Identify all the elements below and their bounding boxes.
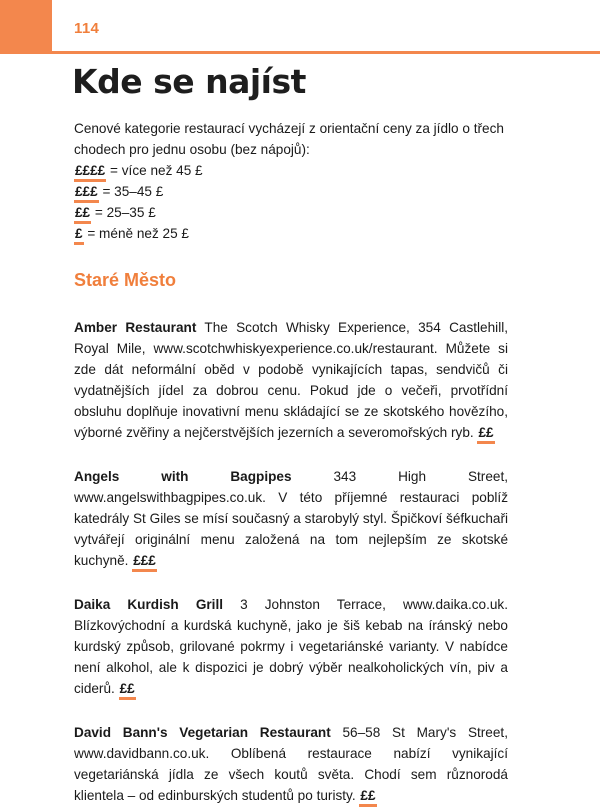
page-number: 114 (74, 20, 100, 37)
price-description: = 25–35 £ (91, 205, 156, 220)
restaurant-paragraph (74, 594, 508, 700)
price-description: = méně než 25 £ (83, 226, 189, 241)
restaurant-entry (74, 466, 508, 572)
header-rule (52, 51, 600, 54)
restaurant-name: Daika Kurdish Grill (74, 597, 224, 612)
restaurant-price: ££ (477, 425, 494, 444)
restaurant-paragraph (74, 466, 508, 572)
price-category-row (74, 160, 508, 181)
restaurant-description: The Scotch Whisky Experience, 354 Castlehill, Royal Mile, www.scotchwhiskyexperience.co.uk/restaurant. Můžete si zde dát neformální oběd v podobě vynikajících tapas, sendvičů či vydatnějších jídel za dobrou cenu. Pokud jde o večeři, prvotřídní obsluhu doplňuje inovativní menu skládající se ze skotského hovězího, výborné zvěřiny a nejčerstvějších jezerních a severomořských ryb. (74, 320, 509, 440)
price-description: = více než 45 £ (106, 163, 203, 178)
restaurant-price: £££ (132, 553, 157, 572)
price-category-row (74, 202, 508, 223)
restaurant-price: ££ (359, 788, 376, 807)
intro (74, 118, 508, 244)
restaurant-entry (74, 594, 508, 700)
restaurant-entry (74, 317, 508, 444)
restaurant-name: David Bann's Vegetarian Restaurant (74, 725, 331, 740)
price-symbol: £ (74, 226, 84, 245)
price-category-row (74, 181, 508, 202)
intro-text: Cenové kategorie restaurací vycházejí z orientační ceny za jídlo o třech chodech pro jednu osobu (bez nápojů): (74, 121, 504, 157)
price-symbol: £££ (74, 184, 99, 203)
restaurant-description: 56–58 St Mary's Street, www.davidbann.co.uk. Oblíbená restaurace nabízí vynikající vegetariánská jídla ze všech koutů světa. Chodí sem různorodá klientela – od edinburských studentů po turisty. (74, 725, 508, 803)
page-tab (0, 0, 52, 54)
price-category-row (74, 223, 508, 244)
restaurant-entry (74, 722, 508, 807)
content (74, 118, 508, 807)
restaurant-description: 343 High Street, www.angelswithbagpipes.co.uk. V této příjemné restauraci poblíž katedrály St Giles se mísí současný a starobylý styl. Špičkoví šéfkuchaři vytvářejí originální menu založená na tom nejlepším ze skotské kuchyně. (74, 469, 509, 568)
price-symbol: ££££ (74, 163, 106, 182)
restaurant-name: Amber Restaurant (74, 320, 197, 335)
restaurant-description: 3 Johnston Terrace, www.daika.co.uk. Blízkovýchodní a kurdská kuchyně, jako je šiš kebab na íránský nebo kurdský způsob, grilované pokrmy i vegetariánské varianty. V nabídce není alkohol, ale k dispozici je dobrý výběr nealkoholických vín, piv a ciderů. (74, 597, 508, 696)
restaurant-paragraph (74, 317, 508, 444)
price-description: = 35–45 £ (98, 184, 164, 199)
restaurant-paragraph (74, 722, 508, 807)
price-symbol: ££ (74, 205, 91, 224)
section-heading: Staré Město (74, 270, 177, 290)
page-title: Kde se najíst (72, 62, 306, 101)
restaurant-name: Angels with Bagpipes (74, 469, 292, 484)
restaurant-price: ££ (119, 681, 136, 700)
